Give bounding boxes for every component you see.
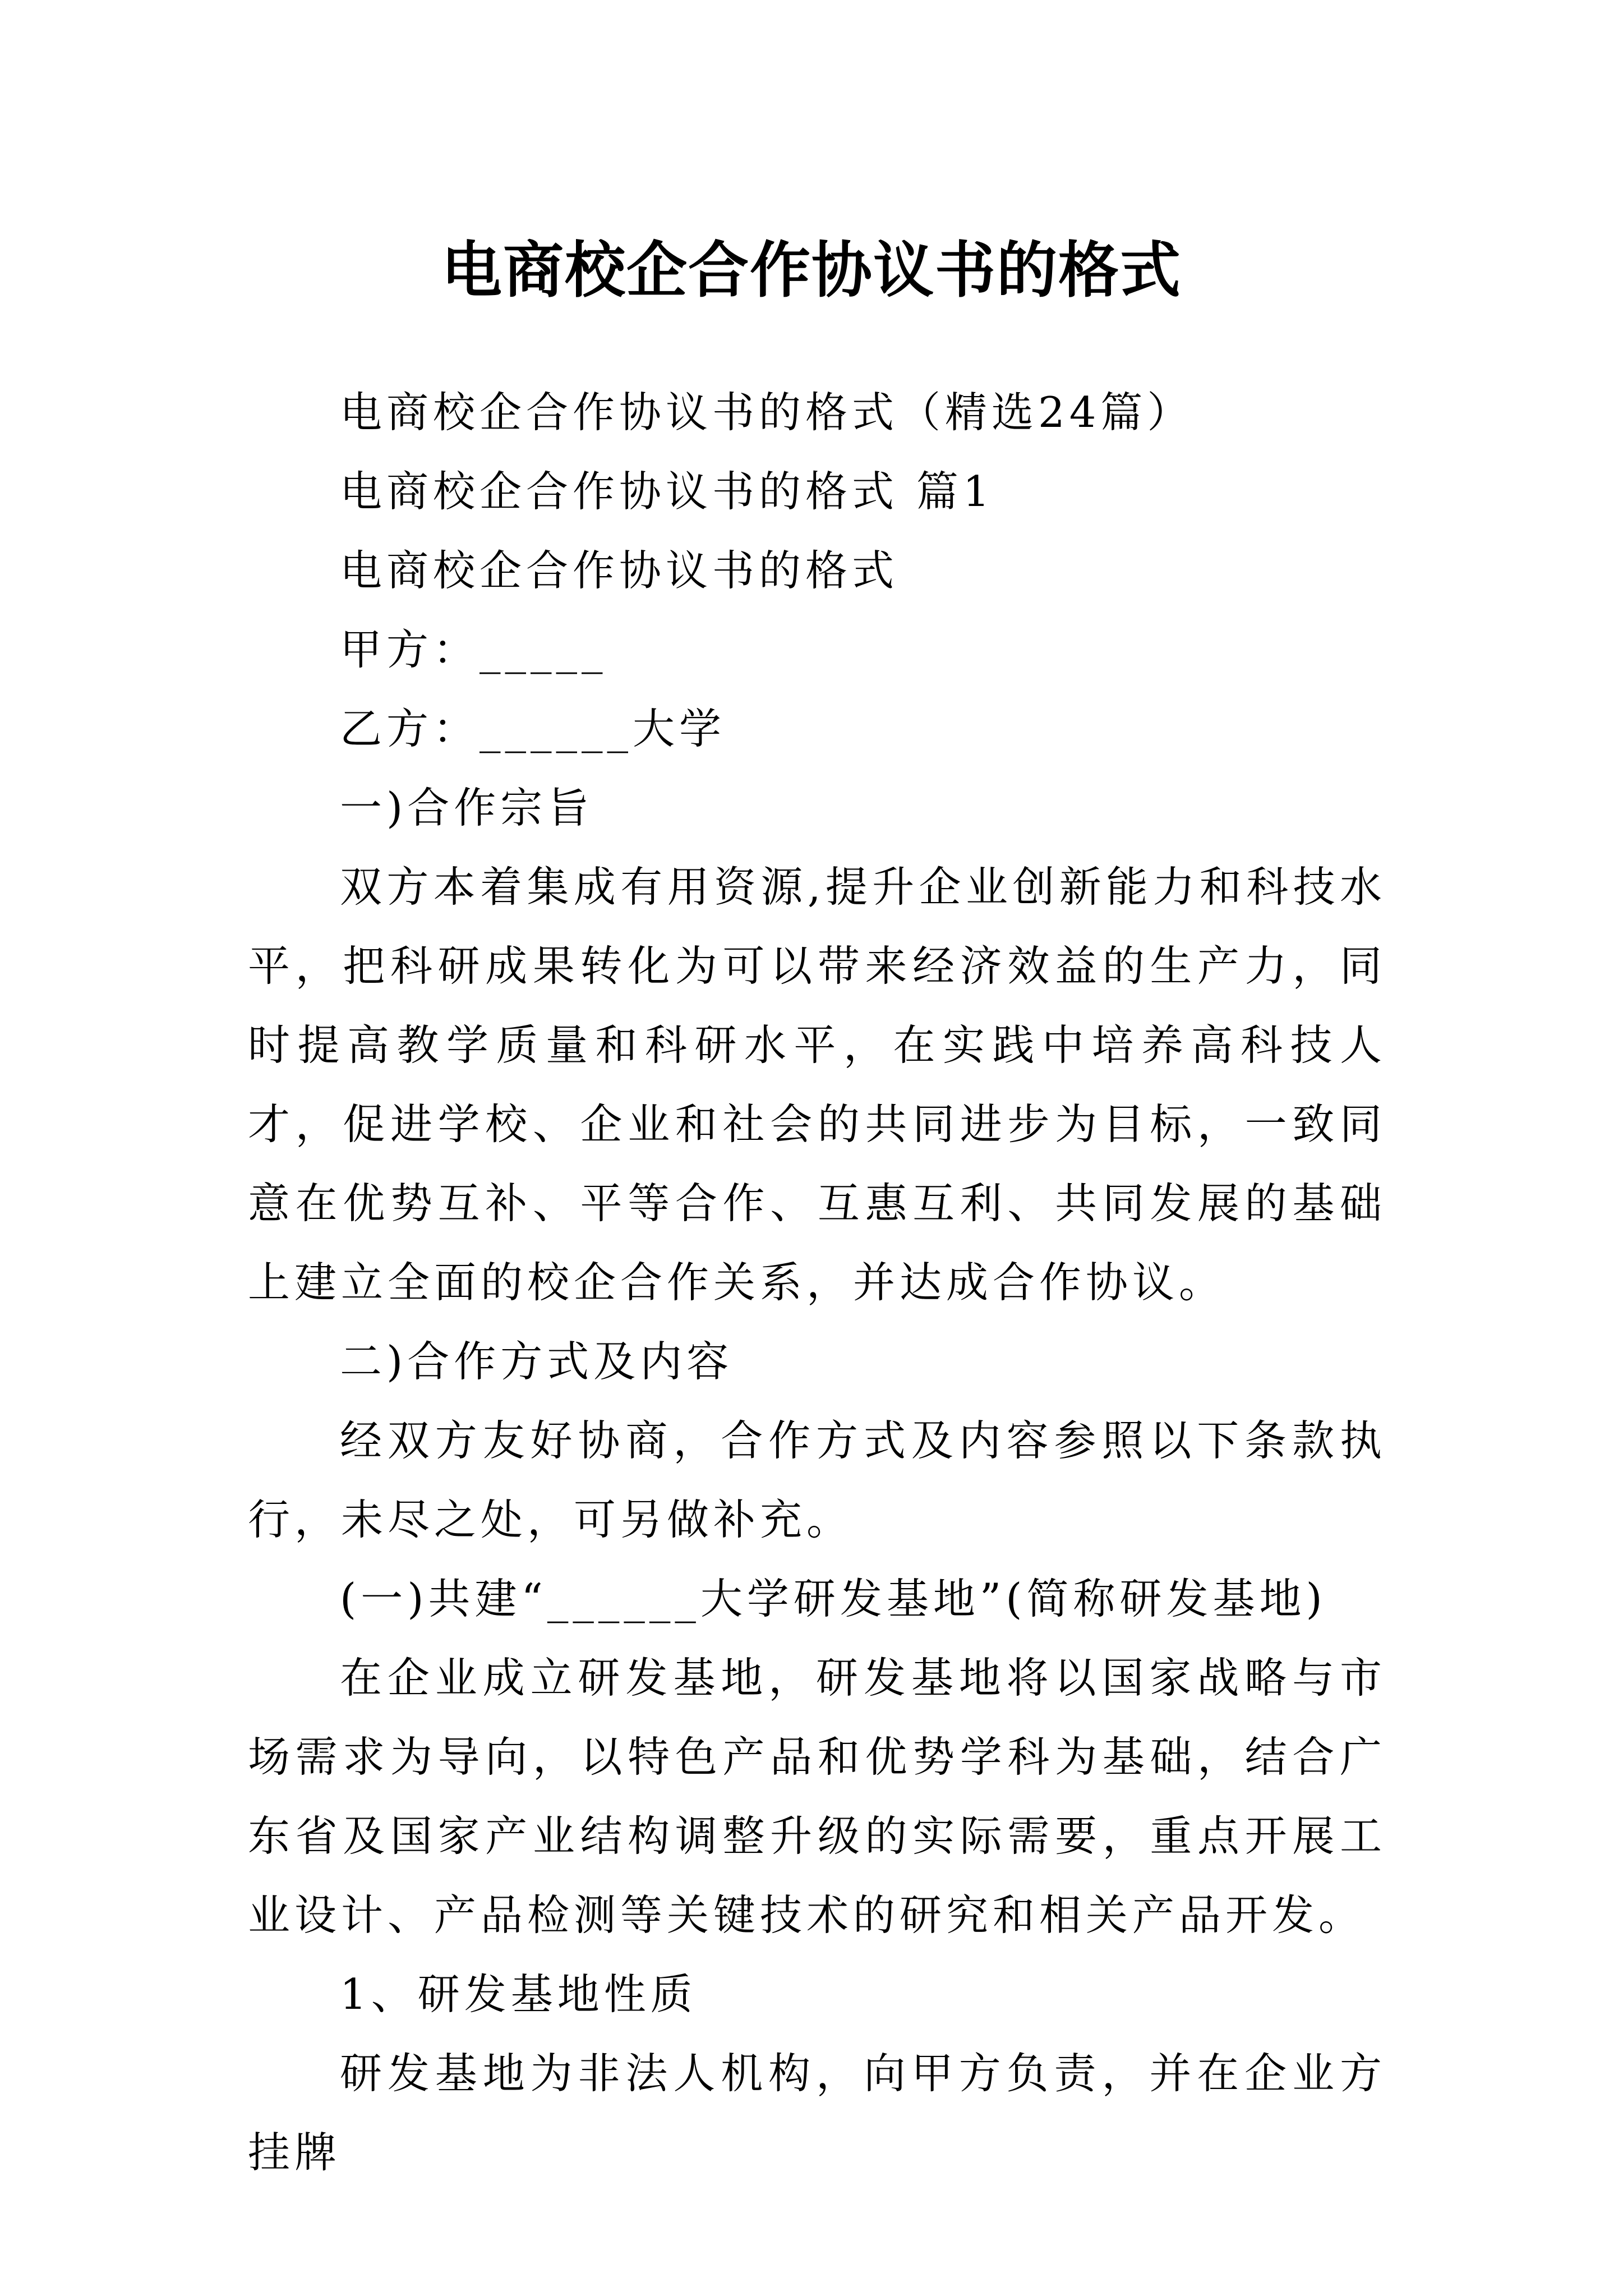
paragraph-party-b: 乙方：______大学	[340, 704, 726, 753]
paragraph-heading-purpose: 一)合作宗旨	[340, 783, 594, 832]
paragraph-section-heading: 电商校企合作协议书的格式 篇1	[340, 467, 994, 516]
paragraph-purpose-body: 双方本着集成有用资源,提升企业创新能力和科技水平，把科研成果转化为可以带来经济效益的生产力，同时提高教学质量和科研水平，在实践中培养高科技人才，促进学校、企业和社会的共同进步为目标，一致同意在优势互补、平等合作、互惠互利、共同发展的基础上建立全面的校企合作关系，并达成合作协议。	[248, 862, 1386, 1307]
paragraph-party-a: 甲方：_____	[340, 625, 607, 674]
paragraph-nature-body: 研发基地为非法人机构，向甲方负责，并在企业方挂牌	[248, 2049, 1386, 2177]
paragraph-agreement-name: 电商校企合作协议书的格式	[340, 546, 899, 595]
paragraph-heading-rd-base: (一)共建“______大学研发基地”(简称研发基地)	[340, 1574, 1327, 1623]
document-title: 电商校企合作协议书的格式	[441, 235, 1182, 306]
paragraph-rd-base-body: 在企业成立研发基地，研发基地将以国家战略与市场需求为导向，以特色产品和优势学科为基础，结合广东省及国家产业结构调整升级的实际需要，重点开展工业设计、产品检测等关键技术的研究和相关产品开发。	[248, 1653, 1386, 1940]
paragraph-methods-body: 经双方友好协商，合作方式及内容参照以下条款执行，未尽之处，可另做补充。	[248, 1416, 1386, 1544]
paragraph-subtitle: 电商校企合作协议书的格式（精选24篇）	[340, 388, 1194, 437]
document-body	[248, 373, 1386, 2192]
paragraph-heading-methods: 二)合作方式及内容	[340, 1337, 734, 1386]
paragraph-heading-nature: 1、研发基地性质	[340, 1970, 697, 2019]
